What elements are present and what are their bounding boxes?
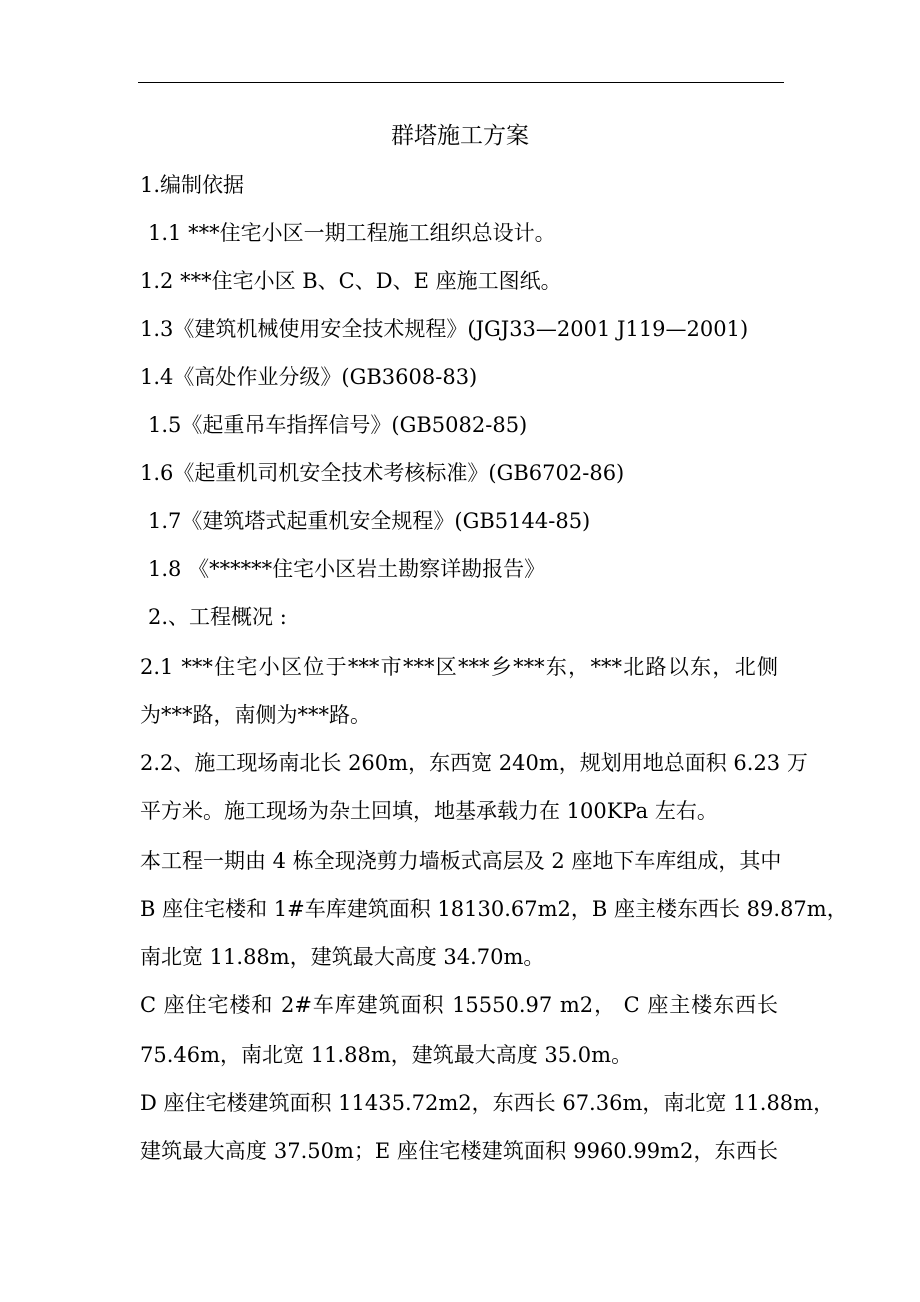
basis-item-1-8: 1.8 《******住宅小区岩土勘察详勘报告》 (148, 557, 546, 581)
paragraph-project-line-3: 南北宽 11.88m，建筑最大高度 34.70m。 (140, 945, 545, 969)
paragraph-2-2-line-2: 平方米。施工现场为杂土回填，地基承载力在 100KPa 左右。 (140, 799, 718, 823)
document-title: 群塔施工方案 (391, 123, 529, 149)
basis-item-1-3: 1.3《建筑机械使用安全技术规程》(JGJ33—2001 J119—2001) (140, 317, 749, 341)
paragraph-2-2-line-1: 2.2、施工现场南北长 260m，东西宽 240m，规划用地总面积 6.23 万 (140, 751, 808, 775)
basis-item-1-6: 1.6《起重机司机安全技术考核标准》(GB6702-86) (140, 461, 625, 485)
basis-item-1-4: 1.4《高处作业分级》(GB3608-83) (140, 365, 478, 389)
header-rule (138, 82, 784, 83)
paragraph-project-line-2: B 座住宅楼和 1#车库建筑面积 18130.67m2，B 座主楼东西长 89.87m， (140, 897, 848, 921)
paragraph-d-line-2: 建筑最大高度 37.50m；E 座住宅楼建筑面积 9960.99m2，东西长 (140, 1139, 778, 1163)
basis-item-1-2: 1.2 ***住宅小区 B、C、D、E 座施工图纸。 (140, 269, 562, 293)
heading-overview: 2.、工程概况 : (148, 605, 287, 629)
basis-item-1-5: 1.5《起重吊车指挥信号》(GB5082-85) (148, 413, 528, 437)
paragraph-2-1-line-1: 2.1 ***住宅小区位于***市***区***乡***东，***北路以东，北侧 (140, 655, 778, 679)
paragraph-project-line-1: 本工程一期由 4 栋全现浇剪力墙板式高层及 2 座地下车库组成，其中 (140, 849, 782, 873)
paragraph-c-line-1: C 座住宅楼和 2#车库建筑面积 15550.97 m2， C 座主楼东西长 (140, 993, 778, 1017)
basis-item-1-1: 1.1 ***住宅小区一期工程施工组织总设计。 (148, 221, 556, 245)
paragraph-2-1-line-2: 为***路，南侧为***路。 (140, 703, 371, 727)
paragraph-d-line-1: D 座住宅楼建筑面积 11435.72m2，东西长 67.36m，南北宽 11.88m， (140, 1091, 835, 1115)
paragraph-c-line-2: 75.46m，南北宽 11.88m，建筑最大高度 35.0m。 (140, 1043, 633, 1067)
basis-item-1-7: 1.7《建筑塔式起重机安全规程》(GB5144-85) (148, 509, 591, 533)
heading-basis: 1.编制依据 (140, 173, 245, 197)
